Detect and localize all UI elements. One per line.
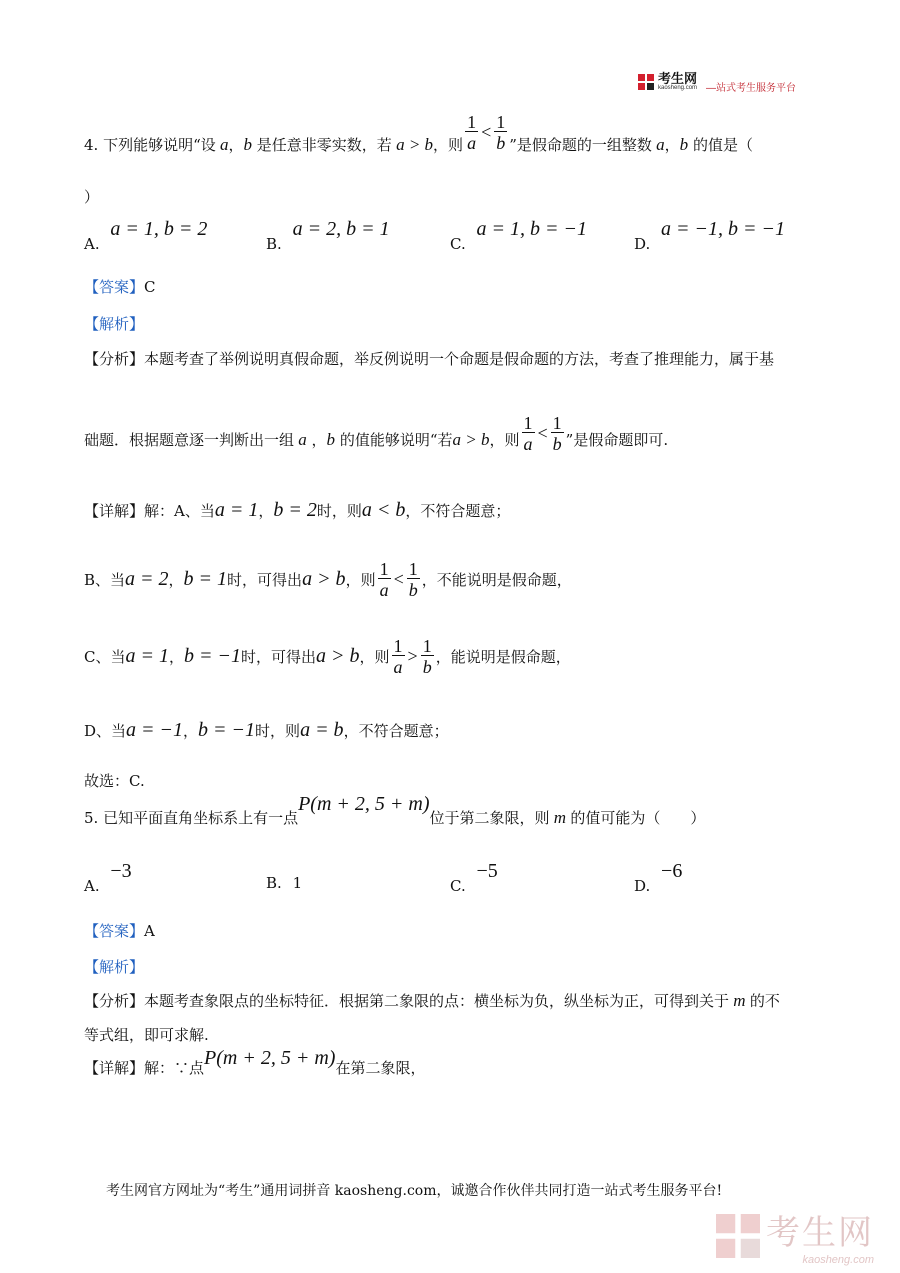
q4-detail-c: C、当 a = 1 ， b = −1 时，可得出 a > b ，则 $\frac{1}{a}$ > $\frac{1}{b}$ ，能说明是假命题， (84, 636, 571, 677)
q4-option-a: A. a = 1, b = 2 (84, 218, 208, 253)
q4-conclusion: 故选：C. (84, 772, 145, 790)
answer-value: C (144, 278, 156, 296)
var-b: b (243, 134, 253, 154)
q5-option-c: C. −5 (450, 860, 498, 895)
q5-stem: 5. 已知平面直角坐标系上有一点 P(m + 2, 5 + m) 位于第二象限，则 m 的值可能为（ ） (84, 793, 706, 827)
q4-fenxi-line2: 础题．根据题意逐一判断出一组 a ， b 的值能够说明“若 a > b ，则 $\frac{1}{a}$ < $\frac{1}{b}$ ”是假命题即可. (84, 413, 669, 454)
q5-point: P(m + 2, 5 + m) (298, 793, 430, 815)
q5-fenxi-line2: 等式组，即可求解. (84, 1026, 209, 1044)
footer-text: 考生网官方网址为“考生”通用词拼音 kaosheng.com，诚邀合作伙伴共同打造一站式考生服务平台! (106, 1183, 723, 1199)
logo-domain: kaosheng.com (658, 85, 698, 91)
q4-stem-a: 4. 下列能够说明“设 (84, 136, 216, 154)
q4-detail-a: 【详解】 解：A、当 a = 1 ， b = 2 时，则 a < b ，不符合题意； (84, 499, 511, 521)
q4-analysis-tag: 【解析】 (84, 315, 145, 333)
fraction-inequality: $\frac{1}{a}$ > $\frac{1}{b}$ (393, 636, 432, 677)
expr-a-gt-b: a > b (391, 134, 434, 154)
q5-answer: 【答案】A (84, 922, 155, 940)
q4-stem-e: 的值是（ (692, 136, 753, 154)
q5-point: P(m + 2, 5 + m) (204, 1047, 336, 1069)
q4-fenxi-line1: 【分析】本题考查了举例说明真假命题，举反例说明一个命题是假命题的方法，考查了推理能力，属于基 (84, 350, 775, 368)
var-a: a (215, 134, 229, 154)
q5-option-d: D. −6 (634, 860, 683, 895)
q4-stem: 4. 下列能够说明“设 a ， b 是任意非零实数，若 a > b ，则 $\frac{1}{a}$ < $\frac{1}{b}$ ”是假命题的一组整数 a ， b 的值是（ (84, 112, 753, 154)
q4-stem-c: ，则 (433, 136, 464, 154)
watermark-text: 考生网 (766, 1214, 874, 1252)
q4-stem-d: ”是假命题的一组整数 (509, 136, 652, 154)
q5-option-a: A. −3 (84, 860, 132, 895)
q4-stem-close: ） (84, 188, 100, 206)
q4-answer (84, 276, 156, 297)
logo-name: 考生网 (658, 71, 698, 86)
q5-fenxi-line1: 【分析】本题考查象限点的坐标特征．根据第二象限的点：横坐标为负，纵坐标为正，可得到关于 m 的不 (84, 991, 780, 1010)
watermark (716, 1205, 874, 1266)
q4-stem-b: 是任意非零实数，若 (256, 136, 392, 154)
q4-option-c: C. a = 1, b = −1 (450, 218, 587, 253)
q5-analysis-tag: 【解析】 (84, 958, 145, 976)
header-logo (638, 72, 697, 91)
q4-option-b: B. a = 2, b = 1 (266, 218, 390, 253)
watermark-logo-icon (716, 1214, 760, 1258)
answer-tag: 【答案】 (84, 278, 145, 296)
fraction-inequality: $\frac{1}{a}$ < $\frac{1}{b}$ (467, 112, 506, 153)
var-b: b (679, 134, 689, 154)
q4-detail-b: B、当 a = 2 ， b = 1 时，可得出 a > b ，则 $\frac{1}{a}$ < $\frac{1}{b}$ ，不能说明是假命题， (84, 559, 572, 600)
fraction-inequality: $\frac{1}{a}$ < $\frac{1}{b}$ (523, 413, 562, 454)
kaosheng-logo-icon (638, 74, 654, 90)
q4-detail-d: D、当 a = −1 ， b = −1 时，则 a = b ，不符合题意； (84, 719, 449, 741)
header-slogan: —站式考生服务平台 (706, 83, 796, 94)
var-a: a (651, 134, 665, 154)
watermark-domain: kaosheng.com (802, 1254, 874, 1266)
q5-option-b: B. 1 (266, 874, 303, 892)
q4-option-d: D. a = −1, b = −1 (634, 218, 786, 253)
fraction-inequality: $\frac{1}{a}$ < $\frac{1}{b}$ (379, 559, 418, 600)
q5-detail: 【详解】 解：∵点 P(m + 2, 5 + m) 在第二象限， (84, 1047, 426, 1077)
